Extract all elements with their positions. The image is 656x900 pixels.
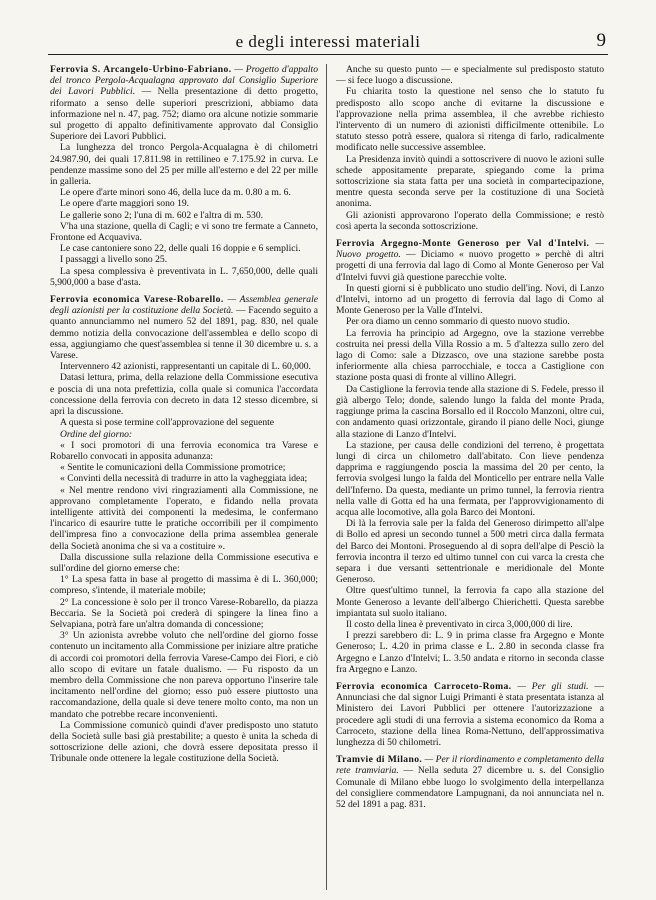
paragraph: La ferrovia ha principio ad Argegno, ove la stazione verrebbe costruita nei pressi della Villa Rossio a m. 5 d'altezza sullo zero del lago di Como: sale a Dizzasco, ove una stazione sarebbe posta inferiormente alla chiesa parrocchiale, e tocca a Castiglione con stazione posta quasi di fronte al villino Allegri. xyxy=(336,327,604,384)
paragraph: Le case cantoniere sono 22, delle quali 16 doppie e 6 semplici. xyxy=(60,243,301,255)
article-heading: Ferrovia economica Carroceto-Roma. xyxy=(336,680,512,692)
left-column xyxy=(50,64,318,890)
paragraph: Oltre quest'ultimo tunnel, la ferrovia fa capo alla stazione del Monte Generoso a levante dell'albergo Chierichetti. Questa sarebbe impiantata sul suolo italiano. xyxy=(336,585,604,619)
paragraph: A questa si pose termine coll'approvazione del seguente xyxy=(60,417,275,429)
article-heading: Ferrovia Argegno-Monte Generoso per Val d'Intelvi. xyxy=(336,238,590,250)
article xyxy=(336,754,604,810)
paragraph: La lunghezza del tronco Pergola-Acqualagna è di chilometri 24.987.90, dei quali 17.811.98 in rettilineo e 7.175.92 in curva. Le pendenze massime sono del 25 per mille all'esterno e del 22 per mille in galleria. xyxy=(50,142,318,188)
paragraph: Intervennero 42 azionisti, rappresentanti un capitale di L. 60,000. xyxy=(60,361,311,373)
paragraph: V'ha una stazione, quella di Cagli; e vi sono tre fermate a Canneto, Frontone ed Acquaviva. xyxy=(50,220,318,244)
paragraph: Di là la ferrovia sale per la falda del Generoso dirimpetto all'alpe di Bollo ed apresi un secondo tunnel a 500 metri circa dalla fermata del Barco dei Montoni. Proseguendo al di sopra dell'alpe di Pesciò la ferrovia incontra il terzo ed ultimo tunnel con cui varca la cresta che separa i due versanti settentrionale e meridionale del Monte Generoso. xyxy=(336,518,604,586)
article-subheading: — Progetto d'appalto del tronco Pergola-Acqualagna approvato dal Consiglio Superiore dei Lavori Pubblici. xyxy=(50,64,318,98)
article-subheading: — Per gli studi. xyxy=(517,680,589,692)
paragraph: 2° La concessione è solo per il tronco Varese-Robarello, da piazza Beccaria. Se la Società poi crederà di spingere la linea fino a Selvapiana, potrà fare un'altra domanda di concessione; xyxy=(50,596,318,630)
article xyxy=(50,64,318,142)
page-number: 9 xyxy=(596,30,606,51)
paragraph: I prezzi sarebbero di: L. 9 in prima classe fra Argegno e Monte Generoso; L. 4.20 in prima classe e L. 2.80 in seconda classe fra Argegno e Lanzo d'Intelvi; L. 3.50 andata e ritorno in seconda classe fra Argegno e Lanzo. xyxy=(336,630,604,675)
paragraph: 1° La spesa fatta in base al progetto di massima è di L. 360,000; compreso, s'intende, il materiale mobile; xyxy=(50,574,318,597)
paragraph: Le opere d'arte maggiori sono 19. xyxy=(60,198,190,210)
running-header xyxy=(48,30,608,55)
article xyxy=(336,681,604,748)
order-heading-text: Ordine del giorno: xyxy=(60,428,133,440)
paragraph: Le gallerie sono 2; l'una di m. 602 e l'altra di m. 530. xyxy=(60,209,264,221)
paragraph: In questi giorni si è pubblicato uno studio dell'ing. Novi, di Lanzo d'Intelvi, intorno ad un progetto di ferrovia dal lago di Como al Monte Generoso per la Valle d'Intelvi. xyxy=(336,282,604,317)
paragraph: Datasi lettura, prima, della relazione della Commissione esecutiva e poscia di una nota prefettizia, colla quale si comunica l'accordata concessione della ferrovia con decreto in data 12 stesso dicembre, si aprì la discussione. xyxy=(50,372,318,418)
article-heading: Tramvie di Milano. xyxy=(336,754,423,766)
column-divider xyxy=(326,64,327,890)
paragraph: Il costo della linea è preventivato in circa 3,000,000 di lire. xyxy=(346,618,573,630)
paragraph: Per ora diamo un cenno sommario di questo nuovo studio. xyxy=(346,316,570,328)
article-subheading: — Assemblea generale degli azionisti per la costituzione della Società. xyxy=(50,294,318,317)
paragraph: Le opere d'arte minori sono 46, della luce da m. 0.80 a m. 6. xyxy=(60,187,291,199)
paragraph: « Convinti della necessità di tradurre in atto la vagheggiata idea; xyxy=(60,473,308,485)
article-body: — Annunciasi che dal signor Luigi Primanti è stata presentata istanza al Ministero dei Lavori Pubblici per ottenere l'autorizzazione a procedere agli studi di una ferrovia a sistema economico da Roma a Carroceto, stazione della linea Roma-Nettuno, dell'approssimativa lunghezza di 50 chilometri. xyxy=(336,680,604,748)
paragraph: Gli azionisti approvarono l'operato della Commissione; e restò così aperta la seconda sottoscrizione. xyxy=(336,209,604,232)
right-column xyxy=(336,64,604,890)
paragraph: La Presidenza invitò quindi a sottoscrivere di nuovo le azioni sulle schede appositamente preparate, spiegando come la prima sottoscrizione sia stata fatta per una società in compartecipazione, mentre questa seconda serve per la costituzione di una Società anonima. xyxy=(336,153,604,210)
article-heading: Ferrovia S. Arcangelo-Urbino-Fabriano. xyxy=(50,64,232,75)
paragraph: Dalla discussione sulla relazione della Commissione esecutiva e sull'ordine del giorno emerse che: xyxy=(50,551,318,574)
article-body: — Diciamo « nuovo progetto » perchè di altri progetti di una ferrovia dal lago di Como al Monte Generoso per Val d'Intelvi fuvvi già questione parecchie volte. xyxy=(336,249,604,283)
article xyxy=(50,294,318,361)
paragraph: « Sentite le comunicazioni della Commissione promotrice; xyxy=(60,462,286,474)
paragraph: I passaggi a livello sono 25. xyxy=(60,254,168,266)
paragraph: La spesa complessiva è preventivata in L. 7,650,000, delle quali 5,900,000 a base d'asta. xyxy=(50,265,318,288)
paragraph: La Commissione comunicò quindi d'aver predisposto uno statuto della Società sulle basi già prestabilite; a questo è unita la scheda di sottoscrizione delle azioni, che dovrà essere depositata presso il Tribunale onde ottenere la legale costituzione della Società. xyxy=(50,719,318,765)
paragraph: Fu chiarita tosto la questione nel senso che lo statuto fu predisposto allo scopo anche di evitarne la discussione e l'approvazione nella prima assemblea, il che avrebbe richiesto l'intervento di un numero di azionisti difficilmente ottenibile. Lo statuto stesso potrà essere, qualora si ritenga di farlo, radicalmente modificato nelle successive assemblee. xyxy=(336,86,604,154)
article xyxy=(336,238,604,283)
running-title: e degli interessi materiali xyxy=(235,32,421,51)
paragraph: La stazione, per causa delle condizioni del terreno, è progettata lungi di circa un chilometro dall'abitato. Con lieve pendenza dapprima e raggiungendo poscia la massima del 20 per cento, la ferrovia svolgesi lungo la falda del Monticello per entrare nella Valle dell'Inferno. Da questa, mediante un primo tunnel, la ferrovia rientra nella valle di Gotta ed ha una fermata, per l'approvvigionamento di acqua alle locomotive, alla gola Barco dei Montoni. xyxy=(336,439,604,518)
article-heading: Ferrovia economica Varese-Robarello. xyxy=(50,294,224,306)
paragraph: Da Castiglione la ferrovia tende alla stazione di S. Fedele, presso il già albergo Telo; donde, salendo lungo la falda del monte Prada, raggiunge prima la cascina Borsallo ed il Roccolo Manzoni, oltre cui, con andamento quasi orizzontale, girando il piano delle Noci, giunge alla stazione di Lanzo d'Intelvi. xyxy=(336,383,604,440)
article-subheading: — Per il riordinamento e completamento della rete tramviaria. xyxy=(336,754,604,777)
text-columns xyxy=(50,64,610,890)
article-body: — Facendo seguito a quanto annunciammo nel numero 52 del 1891, pag. 830, nel quale demmo notizia della convocazione dell'assemblea e dello scopo di essa, aggiungiamo che quest'assemblea si tenne il 30 dicembre u. s. a Varese. xyxy=(50,305,318,362)
order-heading xyxy=(50,429,318,440)
paragraph: Anche su questo punto — e specialmente sul predisposto statuto — si fece luogo a discussione. xyxy=(336,64,604,87)
article-body: — Nella seduta 27 dicembre u. s. del Consiglio Comunale di Milano ebbe luogo lo svolgimento della interpellanza del consigliere commendatore Lampugnani, da noi annunciata nel n. 52 del 1891 a pag. 831. xyxy=(336,765,604,810)
article-body: — Nella presentazione di detto progetto, riformato a senso delle superiori prescrizioni, abbiamo data informazione nel n. 47, pag. 752; diamo ora alcune notizie sommarie sul progetto di appalto definitivamente approvato dal Consiglio Superiore dei Lavori Pubblici. xyxy=(50,86,318,143)
article-subheading: — Nuovo progetto. xyxy=(336,238,604,261)
paragraph: 3° Un azionista avrebbe voluto che nell'ordine del giorno fosse contenuto un incitamento alla Commissione per iniziare altre pratiche di accordi coi promotori della ferrovia Varese-Campo dei Fiori, e ciò allo scopo di evitare un fatale dualismo. — Fu risposto da un membro della Commissione che non pareva opportuno l'inserire tale incitamento nell'ordine del giorno; esso può essere piuttosto una raccomandazione, della quale si deve tenere molto conto, ma non un mandato che potrebbe recare inconvenienti. xyxy=(50,630,318,720)
paragraph: « Nel mentre rendono vivi ringraziamenti alla Commissione, ne approvano completamente l'operato, e fidando nella provata intelligente attività dei componenti la medesima, le confermano l'incarico di esaurire tutte le pratiche occorribili per il compimento dell'impresa fino a convocazione della prima assemblea generale della Società anonima che si va a costituire ». xyxy=(50,484,318,552)
paragraph: « I soci promotori di una ferrovia economica tra Varese e Robarello convocati in apposita adunanza: xyxy=(50,439,318,462)
